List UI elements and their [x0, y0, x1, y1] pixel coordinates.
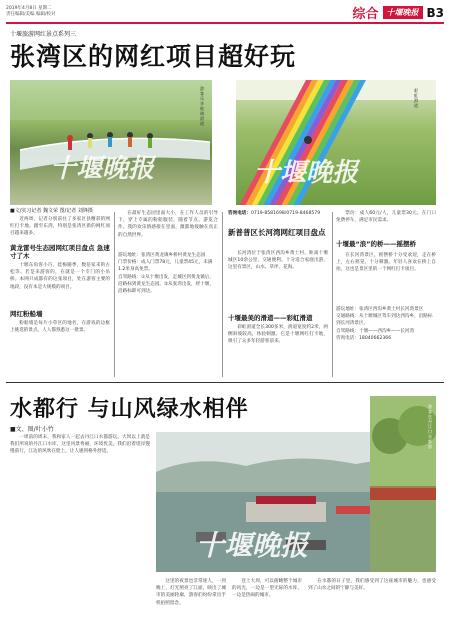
article1-photo-rainbow-slide — [236, 80, 436, 205]
section-divider — [6, 382, 444, 383]
article1-col4-body — [336, 210, 436, 236]
article2-photo-river — [156, 432, 406, 572]
newspaper-logo: 十堰晚报 — [383, 6, 423, 19]
header-editor: 责任编辑/美编 编辑/校对 — [6, 12, 56, 17]
col3-phone-label: 咨询电话： — [228, 211, 251, 216]
col4-info-address: 游玩地址：张湾区西沟乡黄土村长河湾景区 — [336, 307, 424, 312]
photo2-credit: 彩虹滑道 — [414, 88, 418, 108]
photo4-credit: 游客在丹江口水都游 — [428, 404, 432, 449]
page-number: B3 — [426, 5, 444, 20]
column-divider — [222, 212, 223, 377]
col1-body-text: 十堰东角客小巧，娃梅随季，数倍家来的古松等。若是来游客的，在就是一个专门的小吊桥。本网只成都有的这张项目，处在游客主要的地段，没有本是大规模的项目。 — [10, 263, 110, 290]
article1-photo-glass-slide — [10, 80, 212, 205]
article1-col1-subhead2: 网红粉船墙 — [10, 310, 43, 318]
article2-col1-body — [10, 434, 150, 634]
header-meta — [6, 6, 146, 18]
section-name: 综合 — [352, 7, 379, 22]
header-rule — [6, 22, 444, 24]
article1-col3-subhead: 新普普区长河湾网红项目盘点 — [228, 228, 326, 237]
article2-col4-body — [308, 578, 436, 636]
col4-info-route: 自驾路线：十堰——西沟乡——长河湾 — [336, 328, 415, 334]
photo2-watermark: 十堰晚报 — [254, 158, 359, 188]
col2-info-route: 自驾路线：①从十堰出发，走城区到黄龙镇后，沿路标到黄龙生态园。②从张湾出发，经十堰，沿路标即可到达。 — [118, 274, 214, 295]
a2-col3-text: 登上大坝，可以俯瞰整个城市的风光，一边是一望无际的水库，一边是热闹的城市。 — [232, 579, 302, 599]
col4-info-phone: 咨询电话：18040662366 — [336, 335, 392, 341]
article1-col2-body — [118, 210, 218, 250]
article1-col3-body — [228, 250, 328, 312]
column-divider — [332, 212, 333, 377]
article2-headline: 水都行 与山风绿水相伴 — [10, 396, 249, 422]
a2-col4-text: 在水都的日子里，我们感受到了这座城市的魅力，也感受到了山水之间的宁静与美好。 — [308, 579, 436, 592]
col1-intro-text: 近两周，记者分别前往了多家区县精彩的网红打卡地。踏至东湾，特别是张湾区新的网红项目越来越多。 — [10, 217, 110, 237]
article2-col3-body — [232, 578, 302, 636]
article1-col3-phone — [228, 210, 328, 224]
col3-body2-text: 彩虹滑道全长300多米，滑道宽度约2米，两侧斜坡较高，体验刺激。它是十堰网红打卡地，吸引了众多年轻游客前来。 — [228, 325, 328, 345]
a2-col1-text: 一周前的周末，我和家人一起去丹江口水都游玩。大坝以上就是我们所说的丹江口水库，这里风景秀丽，环境优美。我们沿着堤岸慢慢前行，江边的风吹在脸上，让人感到格外舒适。 — [10, 435, 150, 455]
article1-series: 十堰旅游网红景点系列三 — [10, 31, 77, 38]
photo3-watermark: 十堰晚报 — [196, 529, 309, 562]
col1-body2-text: 粉船墙是每片小草区的地名，在游戏的边框上挑选的景点。人人都熟悉这一批景。 — [10, 321, 110, 334]
article1-photo-caption: ■文/实习记者 魏文荣 图/记者 刘锋摄 — [10, 208, 93, 214]
article1-col1-body2 — [10, 320, 110, 374]
col3-phone-number: 0719-8581698/0719-8468579 — [250, 211, 321, 216]
col4-body2-text: 在长河湾景区，摇摆桥十分受欢迎，走在桥上，左右摇晃，十分刺激。年轻人喜欢在桥上自拍，这也是景区里的一个网红打卡项目。 — [336, 253, 436, 273]
article1-headline: 张湾区的网红项目超好玩 — [10, 42, 297, 71]
header-right — [352, 3, 444, 22]
glass-slide-illustration — [10, 80, 212, 205]
trees-illustration — [370, 396, 436, 572]
article1-col4-info — [336, 306, 436, 376]
article1-col1-intro — [10, 216, 110, 242]
article1-col2-info — [118, 252, 218, 376]
header-date: 2019年4月8日 星期二 — [6, 6, 52, 11]
article1-col4-subhead: 十堰最“浪”的桥——摇摆桥 — [336, 240, 417, 248]
a2-col2-text: 这里的夜景也非常迷人，一到晚上，灯光照亮了江面，映出了城市的美丽轮廓，游客们纷纷拿出手机拍照留念。 — [156, 579, 226, 606]
col2-info-ticket: 门票价格：成人门票78元，儿童票45元，未满1.2米身高免票。 — [118, 260, 213, 273]
article1-col3-subhead2: 十堰最美的滑道——彩虹滑道 — [228, 314, 313, 322]
article2-photo-trees — [370, 396, 436, 572]
article2-col2-body — [156, 578, 226, 636]
article1-col1-subhead: 黄龙雷号生态园网红项目盘点 急速寸了木 — [10, 244, 110, 260]
photo1-watermark: 十堰晚报 — [50, 154, 155, 184]
col4-info-traffic: 交通路线：从十堰城区驾车到达西沟乡，沿路标到长河湾景区。 — [336, 314, 433, 327]
photo1-credit: 游客乐享玻璃滑道 — [200, 86, 204, 126]
article1-col4-body2 — [336, 252, 436, 304]
column-divider — [114, 212, 115, 377]
article1-col1-body — [10, 262, 110, 308]
col2-body-text: 在最好生态园里面大小，在工作人员的引导下，穿上专属的粉船服装，随着节点，游览合作。我的欢乐情感接在里面，激都地接触在真正的自然世界。 — [118, 211, 218, 238]
article2-byline: ■文、图/叶小竹 — [10, 426, 54, 433]
article1-col3-body2 — [228, 324, 328, 376]
col4-body-text: 票价：成人60元/人，儿童票30元。在门口免费停车，满足市民需求。 — [336, 211, 436, 224]
col3-body-text: 长河湾位于张湾区西沟乡黄土村，距离十堰城区10余公里，交通便利。十分适合家庭出游，这里有景区，山水、草坪、花海。 — [228, 251, 328, 271]
col2-info-address: 游玩地址：张湾区黄龙镇乡桥村黄龙生态园 — [118, 253, 206, 258]
